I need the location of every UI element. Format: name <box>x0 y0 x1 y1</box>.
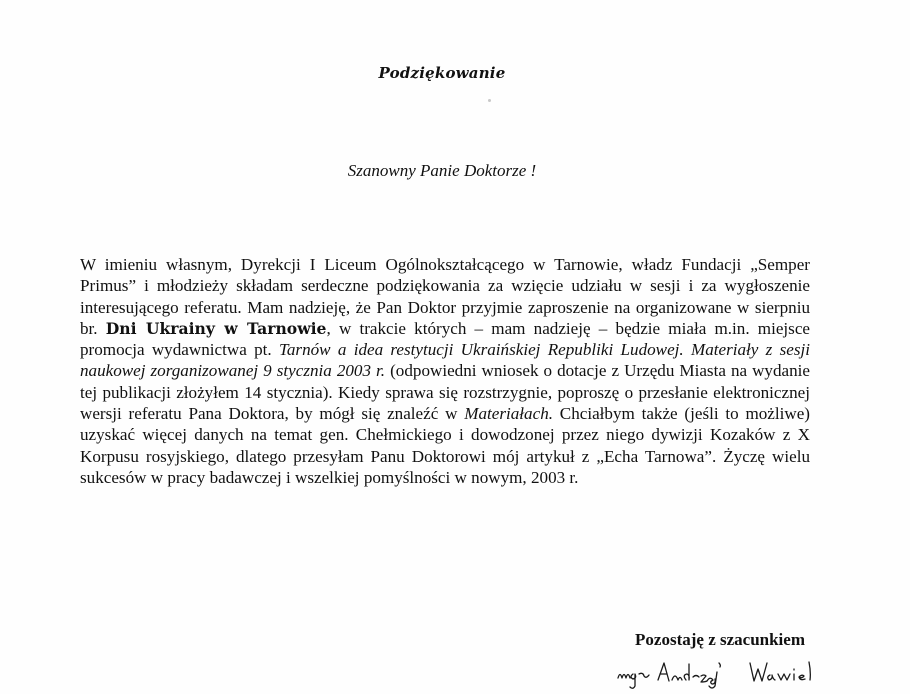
event-name: Dni Ukrainy w Tarnowie <box>105 318 327 338</box>
salutation: Szanowny Panie Doktorze ! <box>347 161 537 180</box>
scan-speck <box>488 99 491 102</box>
body-text-part-3: (odpowiedni wniosek o dotacje z Urzędu Miasta na wydanie tej publikacji złożyłem 14 stycznia). Kiedy sprawa się rozstrzygnie, poproszę o przesłanie elektronicznej wersji referatu Pana Doktora, by mógł się znaleźć w <box>80 361 810 424</box>
letter-heading: Podziękowanie <box>378 64 506 82</box>
body-text-part-1: W imieniu własnym, Dyrekcji I Liceum Ogólnokształcącego w Tarnowie, władz Fundacji „Semper Primus” i młodzieży składam serdeczne podziękowania za wzięcie udziału w sesji i za wygłoszenie interesującego referatu. Mam nadzieję, że Pan Doktor przyjmie zaproszenie na organizowane w sierpniu br. <box>80 255 810 338</box>
materials-reference: Materiałach. <box>464 404 554 424</box>
closing-line: Pozostaję z szacunkiem <box>635 630 805 649</box>
letter-paragraph <box>80 254 810 488</box>
handwritten-signature <box>600 650 820 694</box>
publication-title: Tarnów a idea restytucji Ukraińskiej Republiki Ludowej. Materiały z sesji naukowej zorganizowanej 9 stycznia 2003 r. <box>80 340 810 381</box>
body-text-part-2: , w trakcie których – mam nadzieję – będzie miała m.in. miejsce promocja wydawnictwa pt. <box>80 318 810 360</box>
letter-body <box>80 254 810 488</box>
body-text-part-4: Chciałbym także (jeśli to możliwe) uzyskać więcej danych na temat gen. Chełmickiego i dowodzonej przez niego dywizji Kozaków z X Korpusu rosyjskiego, dlatego przesyłam Panu Doktorowi mój artykuł z „Echa Tarnowa”. Życzę wielu sukcesów w pracy badawczej i wszelkiej pomyślności w nowym, 2003 r. <box>80 404 811 487</box>
